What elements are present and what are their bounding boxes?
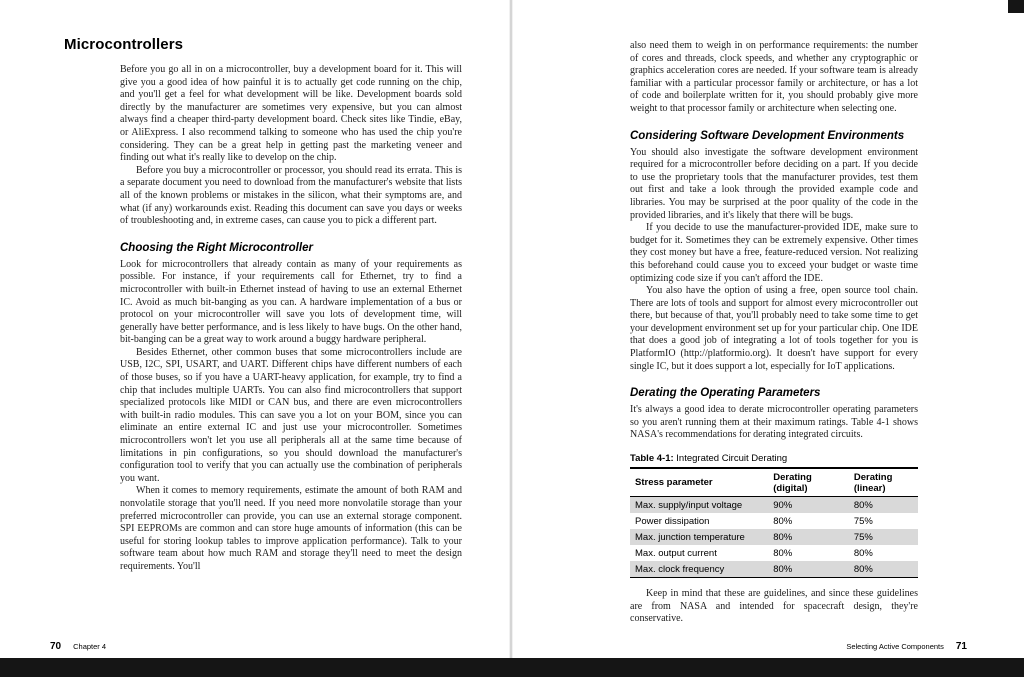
page-right [513, 0, 1005, 658]
table-cell: 80% [853, 547, 873, 559]
subsection-heading: Choosing the Right Microcontroller [120, 241, 313, 254]
table-cell: Max. clock frequency [635, 563, 725, 575]
paragraph: Look for microcontrollers that already contain as many of your requirements as possible. For instance, if your requirements call for Ethernet, try to find a microcontroller with built-in Ethernet instead of having to use an external Ethernet IC. Avoid as much bit-banging as you can. A hardware implementation of a bus or protocol on your microcontroller will save you lots of development time, will generally have better performance, and is less likely to have bugs. On the other hand, bit-banging can be a great way to work around a buggy hardware peripheral. [120, 258, 462, 346]
table-cell: 75% [853, 531, 873, 543]
paragraph: Before you buy a microcontroller or processor, you should read its errata. This is a separate document you need to download from the manufacturer's website that lists all of the known problems or mistakes in the silicon, what their symptoms are, and what (if any) workarounds exist. Reading this document can save you days or weeks of troubleshooting and, in extreme cases, can cause you to pick a different part. [120, 164, 462, 227]
table-caption-label: Table 4-1: [630, 453, 674, 465]
table-cell: Max. output current [635, 547, 717, 559]
table-row [630, 561, 918, 578]
table-row [630, 545, 918, 561]
table-row [630, 497, 918, 514]
page-left [0, 0, 510, 658]
column-header: Stress parameter [630, 468, 768, 497]
subsection-heading: Derating the Operating Parameters [630, 387, 821, 400]
table-cell: Power dissipation [635, 515, 710, 527]
paragraph: Besides Ethernet, other common buses that some microcontrollers include are USB, I2C, SPI, USART, and UART. Different chips have different numbers of each of those buses, so if you have a UART-heavy application, for example, try to find a chip that includes multiple UARTs. You can also find microcontrollers that support specialized protocols like MIDI or CAN bus, and there are even microcontrollers with built-in radio modules. This can save you a lot on your BOM, since you can eliminate an entire external IC and just use your microcontroller. Sometimes microcontrollers won't let you use all peripherals all at the same time because of limitations in pin configurations, so you should download the manufacturer's configuration tool to verify that you can actually use the combination of peripherals you want. [120, 346, 462, 484]
paragraph: Before you go all in on a microcontroller, buy a development board for it. This will give you a good idea of how painful it is to actually get code running on the chip, and you'll get a feel for what development will be like. Development boards sold directly by the manufacturer are sometimes very expensive, but you can almost always find a cheaper third-party development board. Check sites like Tindie, eBay, or AliExpress. I also recommend talking to someone who has used the chip you're considering. They can be a great help in getting past the marketing veneer and finding out what it's really like to develop on the chip. [120, 64, 462, 164]
backdrop-bottom-bar [0, 658, 1024, 677]
section-label: Selecting Active Components [846, 642, 944, 651]
table-cell: Max. supply/input voltage [635, 499, 743, 511]
table-cell: 80% [773, 563, 793, 575]
right-page-footer [846, 641, 967, 652]
paragraph: It's always a good idea to derate microcontroller operating parameters so you aren't running them at their maximum ratings. Table 4-1 shows NASA's recommendations for derating integrated circuits. [630, 404, 918, 441]
table-cell: 80% [853, 563, 873, 575]
column-header: Derating (linear) [849, 468, 918, 497]
paragraph: If you decide to use the manufacturer-provided IDE, make sure to budget for it. Sometimes they can be extremely expensive. Other times they cost money but have a free, feature-reduced version. Not realizing this beforehand could cause you to exceed your budget or waste time optimizing code size if you can't afford the IDE. [630, 222, 918, 284]
table-cell: 80% [853, 499, 873, 511]
page-number: 71 [955, 641, 967, 652]
table-row [630, 513, 918, 529]
left-text-column [120, 64, 462, 574]
left-page-footer [50, 641, 106, 652]
page-number: 70 [50, 641, 62, 652]
page-title: Microcontrollers [64, 36, 184, 53]
paragraph: also need them to weigh in on performance requirements: the number of cores and threads, clock speeds, and whether any cryptographic or graphics acceleration cores are needed. If your software team is already familiar with a particular processor family or architecture, or has a lot of code and boilerplate written for it, you should probably give more weight to that processor family or architecture when selecting one. [630, 40, 918, 114]
paragraph: You should also investigate the software development environment required for a microcontroller before deciding on a part. If you decide to use the proprietary tools that the manufacturer provides, test them out first and take a look through the provided example code and libraries. You may be surprised at the poor quality of the code in the provided libraries, and it's likely that there will be bugs. [630, 146, 918, 221]
table-cell: Max. junction temperature [635, 531, 745, 543]
table-cell: 80% [773, 531, 793, 543]
table-cell: 75% [853, 515, 873, 527]
column-header: Derating (digital) [768, 468, 849, 497]
derating-table [630, 467, 918, 578]
table-cell: 80% [773, 515, 793, 527]
table-header-row [630, 468, 918, 497]
right-text-column [630, 40, 918, 626]
backdrop-corner [1008, 0, 1024, 13]
table-row [630, 529, 918, 545]
chapter-label: Chapter 4 [73, 642, 107, 651]
table-cell: 90% [773, 499, 793, 511]
table-caption: Table 4-1: Integrated Circuit Derating [630, 453, 788, 465]
paragraph: When it comes to memory requirements, estimate the amount of both RAM and nonvolatile storage that you'll need. If you need more nonvolatile storage than your preferred microcontroller can provide, you can use an external storage component. SPI EEPROMs are common and can store huge amounts of information (this can be useful for storing lookup tables to improve application performance). Talk to your software team about how much RAM and storage they'll need to meet the design requirements. You'll [120, 485, 462, 572]
table-cell: 80% [773, 547, 793, 559]
paragraph: Keep in mind that these are guidelines, and since these guidelines are from NASA and intended for spacecraft design, they're conservative. [630, 588, 918, 625]
paragraph: You also have the option of using a free, open source tool chain. There are lots of tools and support for almost every microcontroller out there, but because of that, you'll probably need to take some time to get your development environment set up for your particular chip. One IDE that does a good job of integrating a lot of tools together for you is PlatformIO (http://platformio.org). It doesn't have support for every single IC, but it does support a lot, especially for IoT applications. [630, 285, 918, 372]
subsection-heading: Considering Software Development Environments [630, 129, 905, 142]
